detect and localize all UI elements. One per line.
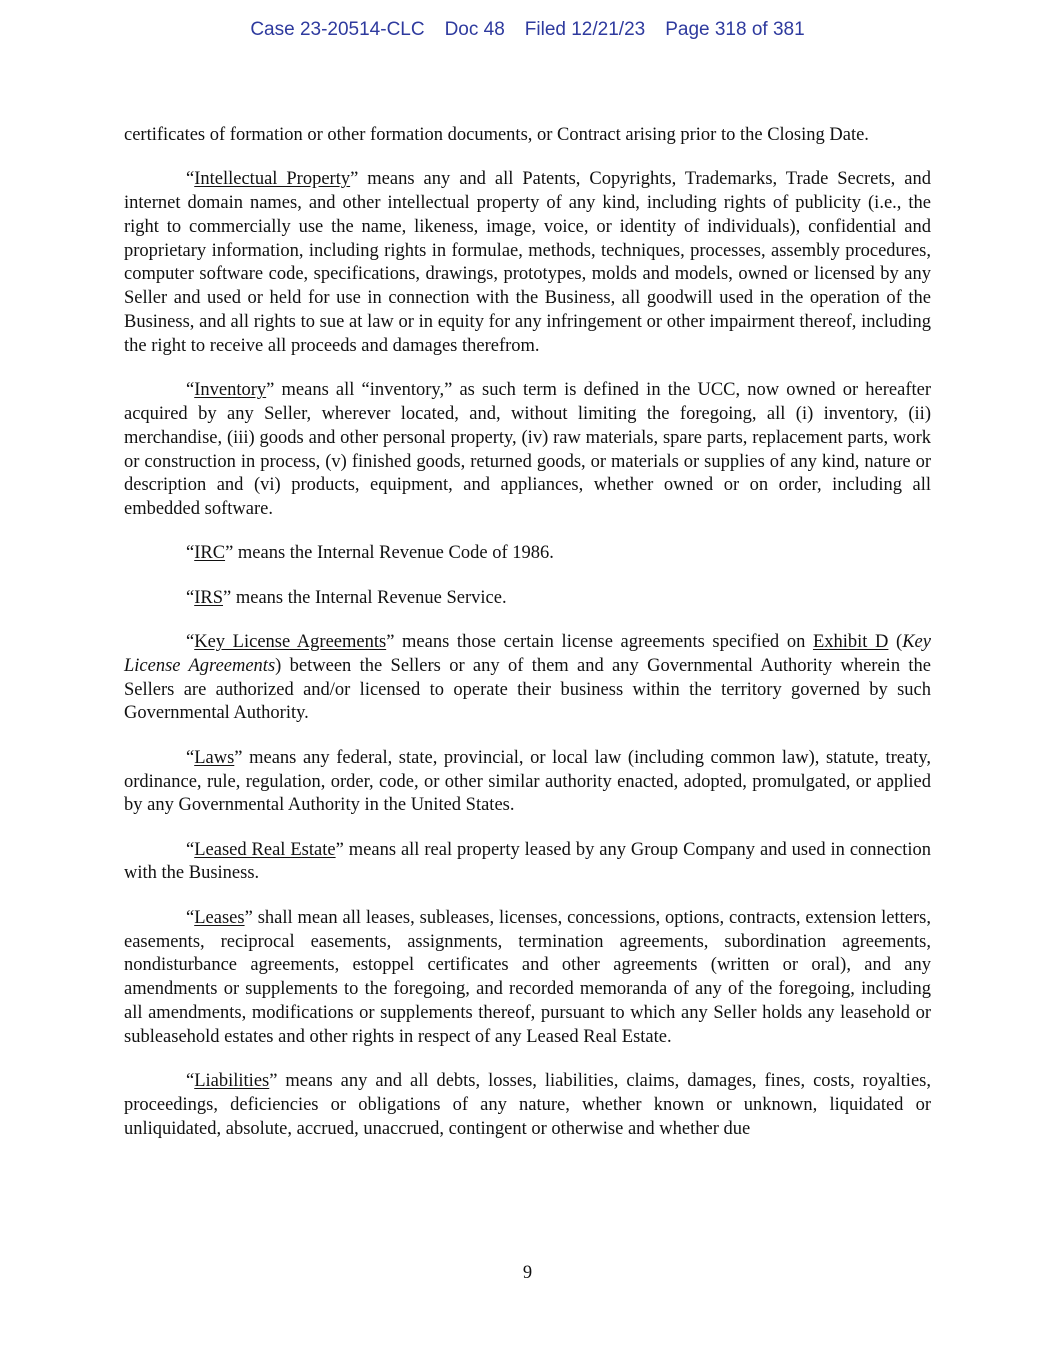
definition-laws: “Laws” means any federal, state, provincial, or local law (including common law), statute, treaty, ordinance, rule, regulation, order, code, or other similar authority enacted, adopted, promulgated, or applied by any Governmental Authority in the United States. bbox=[124, 747, 931, 816]
page-number: 9 bbox=[522, 1263, 533, 1283]
definition-text: means any and all Patents, Copyrights, Trademarks, Trade Secrets, and internet domain names, and other intellectual property of any kind, including rights of publicity (i.e., the right to commercially use the name, likeness, image, voice, or identity of individuals), confidential and proprietary information, including rights in formulae, methods, techniques, processes, assembly procedures, computer software code, specifications, drawings, prototypes, molds and models, owned or licensed by any Seller and used or held for use in connection with the Business, all goodwill used in the operation of the Business, and all rights to sue at law or in equity for any infringement or other impairment thereof, including the right to receive all proceeds and damages therefrom. bbox=[124, 169, 931, 356]
defined-term: IRC bbox=[194, 543, 226, 564]
definition-liabilities: “Liabilities” means any and all debts, losses, liabilities, claims, damages, fines, costs, royalties, proceedings, deficiencies or obligations of any nature, whether known or unknown, liquidated or unliquidated, absolute, accrued, unaccrued, contingent or otherwise and whether due bbox=[124, 1071, 931, 1139]
exhibit-reference: Exhibit D bbox=[812, 632, 889, 653]
definition-irs: “IRS” means the Internal Revenue Service. bbox=[186, 587, 507, 608]
definition-text: means the Internal Revenue Code of 1986. bbox=[233, 543, 554, 564]
definition-leases: “Leases” shall mean all leases, subleases, licenses, concessions, options, contracts, extension letters, easements, reciprocal easements, assignments, termination agreements, subordination agreements, nondisturbance agreements, estoppel certificates and other agreements (written or oral), and any amendments or supplements to the foregoing, and recorded memoranda of any of the foregoing, including all amendments, modifications or supplements thereof, pursuant to which any Seller holds any leasehold or subleasehold estates and other rights in respect of any Leased Real Estate. bbox=[124, 907, 931, 1047]
defined-term: Leases bbox=[194, 907, 245, 928]
definition-inventory: “Inventory” means all “inventory,” as such term is defined in the UCC, now owned or hereafter acquired by any Seller, wherever located, and, without limiting the foregoing, all (i) inventory, (ii) merchandise, (iii) goods and other personal property, (iv) raw materials, spare parts, replacement parts, work or construction in process, (v) finished goods, returned goods, or materials or supplies of any kind, nature or description and (vi) products, equipment, and appliances, whether owned or on order, including all embedded software. bbox=[124, 380, 931, 520]
definition-leased-real-estate: “Leased Real Estate” means all real property leased by any Group Company and used in connection with the Business. bbox=[124, 839, 931, 884]
definition-intellectual-property: “Intellectual Property” means any and all Patents, Copyrights, Trademarks, Trade Secrets, and internet domain names, and other intellectual property of any kind, including rights of publicity (i.e., the right to commercially use the name, likeness, image, voice, or identity of individuals), confidential and proprietary information, including rights in formulae, methods, techniques, processes, assembly procedures, computer software code, specifications, drawings, prototypes, molds and models, owned or licensed by any Seller and used or held for use in connection with the Business, all goodwill used in the operation of the Business, and all rights to sue at law or in equity for any infringement or other impairment thereof, including the right to receive all proceeds and damages therefrom. bbox=[124, 169, 931, 356]
case-number: Case 23-20514-CLC bbox=[250, 19, 425, 40]
defined-term: IRS bbox=[194, 587, 224, 608]
definition-key-license-agreements: “Key License Agreements” means those certain license agreements specified on Exhibit D (Key License Agreements) between the Sellers or any of them and any Governmental Authority wherein the Sellers are authorized and/or licensed to operate their business within the territory governed by such Governmental Authority. bbox=[124, 632, 931, 724]
filed-date: Filed 12/21/23 bbox=[524, 19, 646, 40]
definition-text: means all “inventory,” as such term is defined in the UCC, now owned or hereafter acquired by any Seller, wherever located, and, without limiting the foregoing, all (i) inventory, (ii) merchandise, (iii) goods and other personal property, (iv) raw materials, spare parts, replacement parts, work or construction in process, (v) finished goods, returned goods, or materials or supplies of any kind, nature or description and (vi) products, equipment, and appliances, whether owned or on order, including all embedded software. bbox=[124, 380, 931, 520]
document-body bbox=[124, 124, 931, 1162]
definition-irc: “IRC” means the Internal Revenue Code of 1986. bbox=[186, 543, 554, 564]
defined-term: Inventory bbox=[194, 380, 267, 401]
definition-text: shall mean all leases, subleases, licenses, concessions, options, contracts, extension letters, easements, reciprocal easements, assignments, termination agreements, subordination agreements, nondisturbance agreements, estoppel certificates and other agreements (written or oral), and any amendments or supplements to the foregoing, and recorded memoranda of any of the foregoing, including all amendments, modifications or supplements thereof, pursuant to which any Seller holds any leasehold or subleasehold estates and other rights in respect of any Leased Real Estate. bbox=[124, 907, 931, 1047]
definition-text: means any and all debts, losses, liabilities, claims, damages, fines, costs, royalties, proceedings, deficiencies or obligations of any nature, whether known or unknown, liquidated or unliquidated, absolute, accrued, unaccrued, contingent or otherwise and whether due bbox=[124, 1071, 931, 1139]
defined-term: Liabilities bbox=[194, 1071, 270, 1091]
defined-term: Intellectual Property bbox=[194, 169, 351, 190]
doc-number: Doc 48 bbox=[444, 19, 505, 40]
defined-term: Leased Real Estate bbox=[194, 839, 336, 860]
definition-text: means all real property leased by any Group Company and used in connection with the Business. bbox=[124, 839, 931, 884]
definition-text: means those certain license agreements specified on bbox=[394, 632, 813, 653]
definition-text: means any federal, state, provincial, or local law (including common law), statute, treaty, ordinance, rule, regulation, order, code, or other similar authority enacted, adopted, promulgated, or applied by any Governmental Authority in the United States. bbox=[124, 747, 931, 816]
paragraph-continuation: certificates of formation or other formation documents, or Contract arising prior to the Closing Date. bbox=[124, 125, 869, 145]
defined-term: Laws bbox=[194, 747, 235, 768]
italic-title: Key License Agreements bbox=[124, 632, 931, 676]
definition-text: means the Internal Revenue Service. bbox=[231, 587, 507, 608]
defined-term: Key License Agreements bbox=[194, 632, 387, 653]
case-header bbox=[0, 19, 1055, 41]
page-indicator: Page 318 of 381 bbox=[665, 19, 805, 40]
